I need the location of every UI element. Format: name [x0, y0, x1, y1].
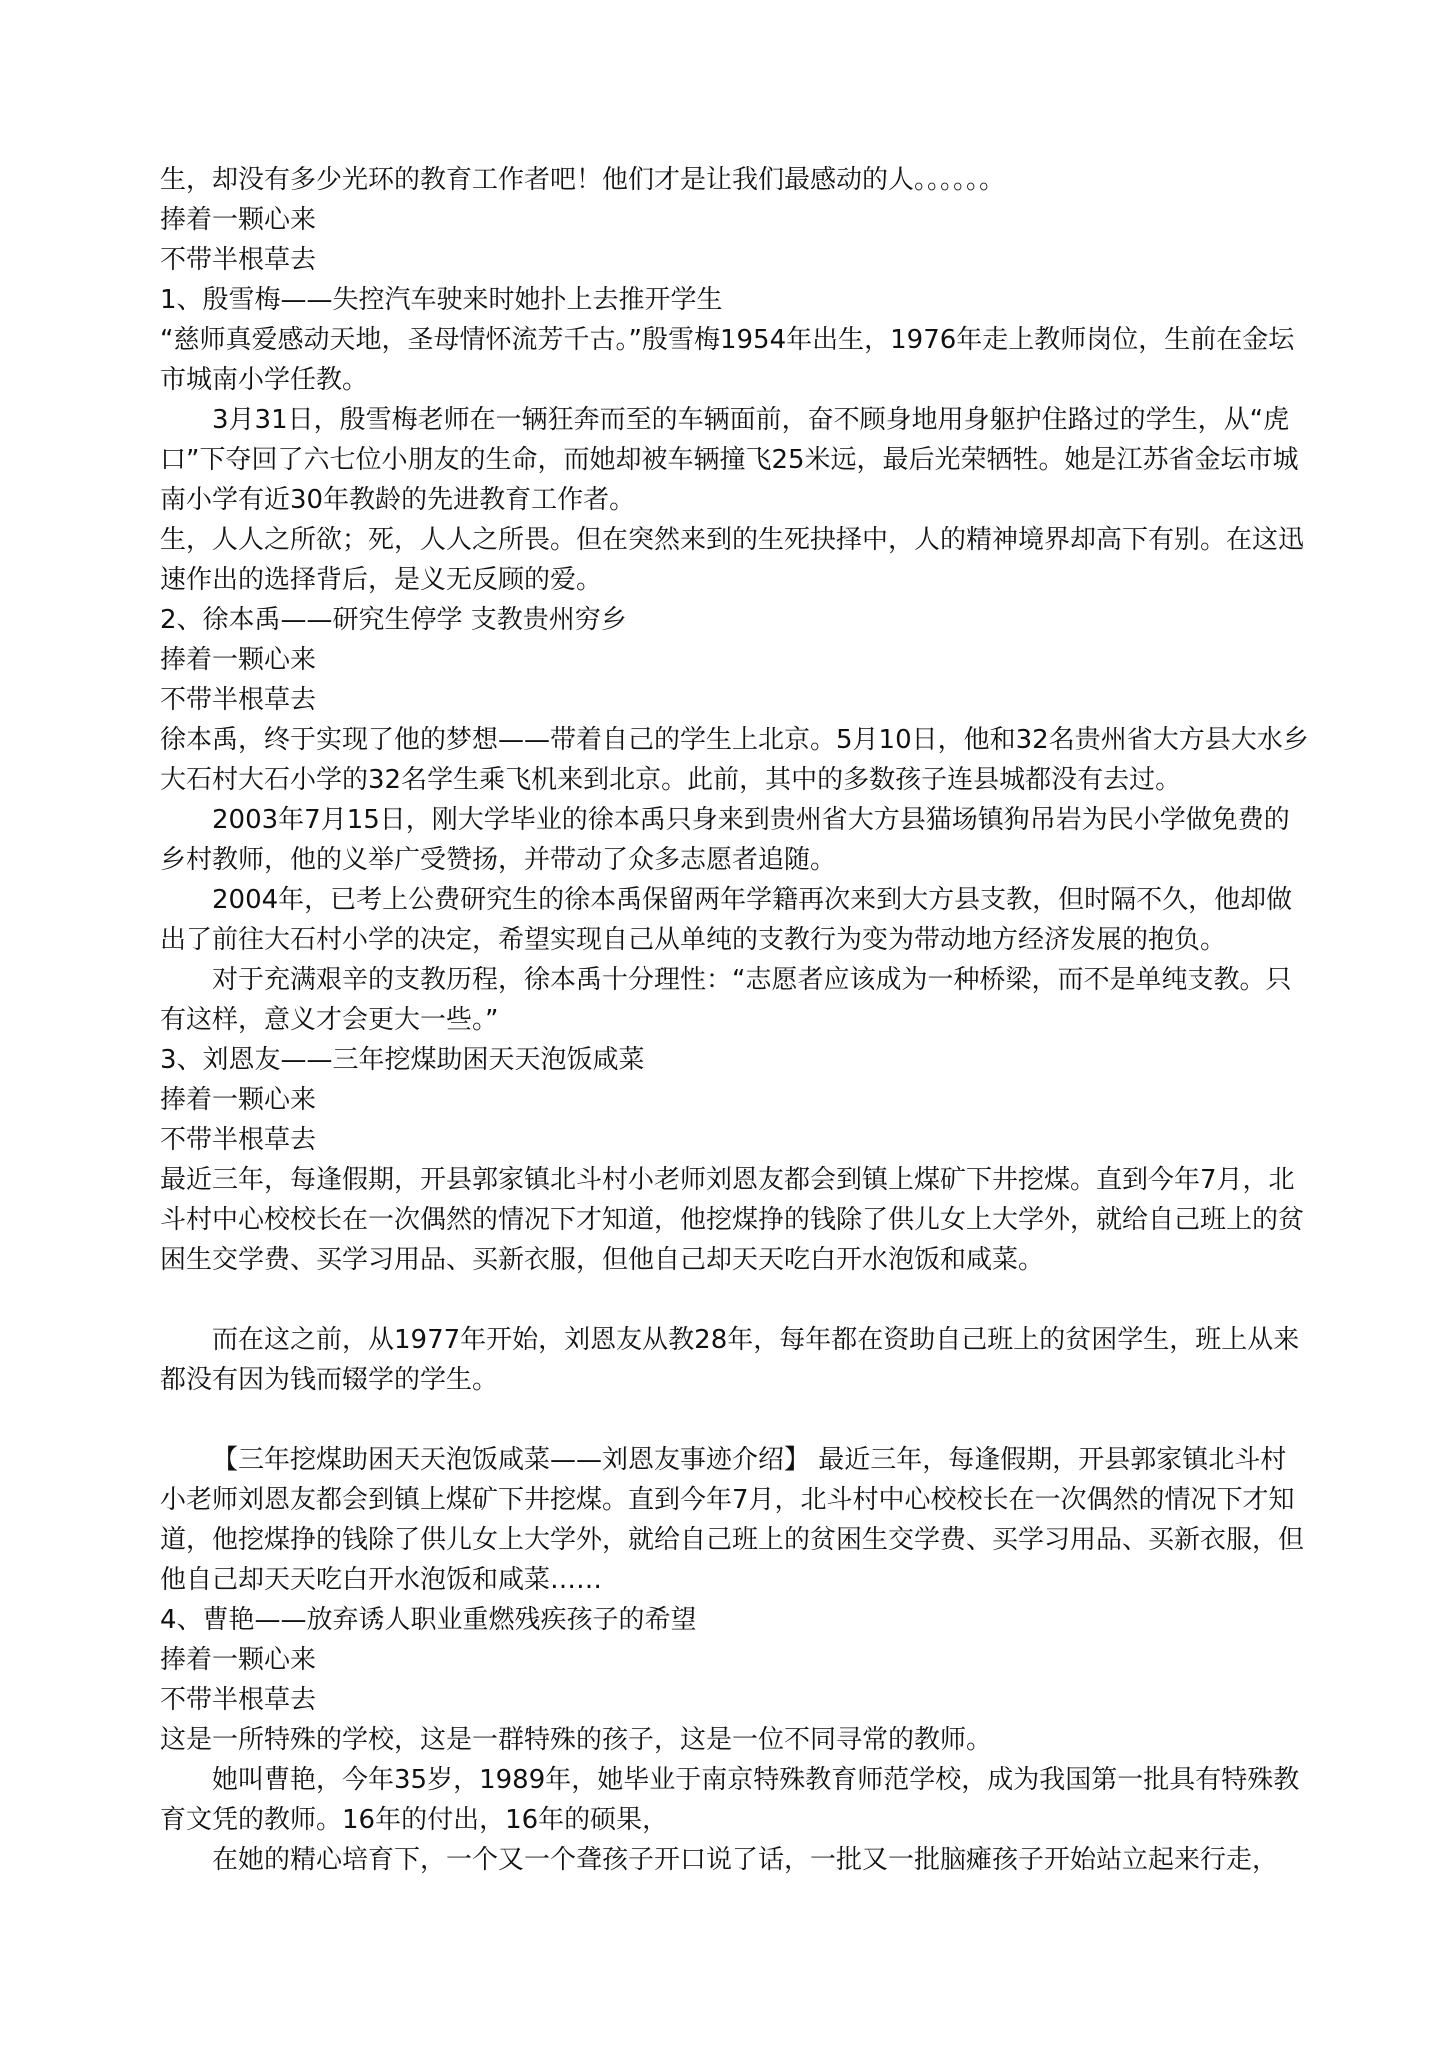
paragraph: 不带半根草去: [160, 1685, 317, 1715]
paragraph: 不带半根草去: [160, 685, 317, 715]
paragraph: “慈师真爱感动天地，圣母情怀流芳千古。”殷雪梅1954年出生，1976年走上教师岗位，生前在金坛市城南小学任教。: [160, 325, 1295, 395]
paragraph: 最近三年，每逢假期，开县郭家镇北斗村小老师刘恩友都会到镇上煤矿下井挖煤。直到今年7月，北斗村中心校校长在一次偶然的情况下才知道，他挖煤挣的钱除了供儿女上大学外，就给自己班上的贫困生交学费、买学习用品、买新衣服，但他自己却天天吃白开水泡饭和咸菜。: [160, 1165, 1305, 1275]
paragraph: 3月31日，殷雪梅老师在一辆狂奔而至的车辆面前，奋不顾身地用身躯护住路过的学生，从“虎口”下夺回了六七位小朋友的生命，而她却被车辆撞飞25米远，最后光荣牺牲。她是江苏省金坛市城南小学有近30年教龄的先进教育工作者。: [160, 405, 1299, 515]
paragraph: 【三年挖煤助困天天泡饭咸菜——刘恩友事迹介绍】 最近三年，每逢假期，开县郭家镇北斗村小老师刘恩友都会到镇上煤矿下井挖煤。直到今年7月，北斗村中心校校长在一次偶然的情况下才知道，他挖煤挣的钱除了供儿女上大学外，就给自己班上的贫困生交学费、买学习用品、买新衣服，但他自己却天天吃白开水泡饭和咸菜……: [160, 1445, 1305, 1595]
paragraph: 生，人人之所欲；死，人人之所畏。但在突然来到的生死抉择中，人的精神境界却高下有别。在这迅速作出的选择背后，是义无反顾的爱。: [160, 525, 1305, 595]
paragraph: 不带半根草去: [160, 245, 317, 275]
paragraph: 捧着一颗心来: [160, 1085, 317, 1115]
paragraph: 她叫曹艳，今年35岁，1989年，她毕业于南京特殊教育师范学校，成为我国第一批具有特殊教育文凭的教师。16年的付出，16年的硕果，: [160, 1765, 1300, 1835]
paragraph: 捧着一颗心来: [160, 645, 317, 675]
paragraph: 对于充满艰辛的支教历程，徐本禹十分理性：“志愿者应该成为一种桥梁，而不是单纯支教。只有这样，意义才会更大一些。”: [160, 965, 1292, 1035]
paragraph: 生，却没有多少光环的教育工作者吧！他们才是让我们最感动的人。。。。。。: [160, 165, 1006, 195]
document-body: [160, 160, 1310, 1880]
paragraph: 在她的精心培育下，一个又一个聋孩子开口说了话，一批又一批脑瘫孩子开始站立起来行走，: [212, 1845, 1279, 1875]
paragraph: 这是一所特殊的学校，这是一群特殊的孩子，这是一位不同寻常的教师。: [160, 1725, 993, 1755]
paragraph: 2004年，已考上公费研究生的徐本禹保留两年学籍再次来到大方县支教，但时隔不久，他却做出了前往大石村小学的决定，希望实现自己从单纯的支教行为变为带动地方经济发展的抱负。: [160, 885, 1293, 955]
paragraph: 2003年7月15日，刚大学毕业的徐本禹只身来到贵州省大方县猫场镇狗吊岩为民小学做免费的乡村教师，他的义举广受赞扬，并带动了众多志愿者追随。: [160, 805, 1290, 875]
paragraph: 3、刘恩友——三年挖煤助困天天泡饭咸菜: [160, 1045, 645, 1075]
paragraph: 捧着一颗心来: [160, 1645, 317, 1675]
paragraph: 而在这之前，从1977年开始，刘恩友从教28年，每年都在资助自己班上的贫困学生，班上从来都没有因为钱而辍学的学生。: [160, 1325, 1300, 1395]
paragraph: 4、曹艳——放弃诱人职业重燃残疾孩子的希望: [160, 1605, 697, 1635]
paragraph: 2、徐本禹——研究生停学 支教贵州穷乡: [160, 605, 627, 635]
paragraph: 徐本禹，终于实现了他的梦想——带着自己的学生上北京。5月10日，他和32名贵州省大方县大水乡大石村大石小学的32名学生乘飞机来到北京。此前，其中的多数孩子连县城都没有去过。: [160, 725, 1309, 795]
blank-line: [160, 1400, 1310, 1440]
paragraph: 捧着一颗心来: [160, 205, 317, 235]
paragraph: 1、殷雪梅——失控汽车驶来时她扑上去推开学生: [160, 285, 723, 315]
blank-line: [160, 1280, 1310, 1320]
paragraph: 不带半根草去: [160, 1125, 317, 1155]
